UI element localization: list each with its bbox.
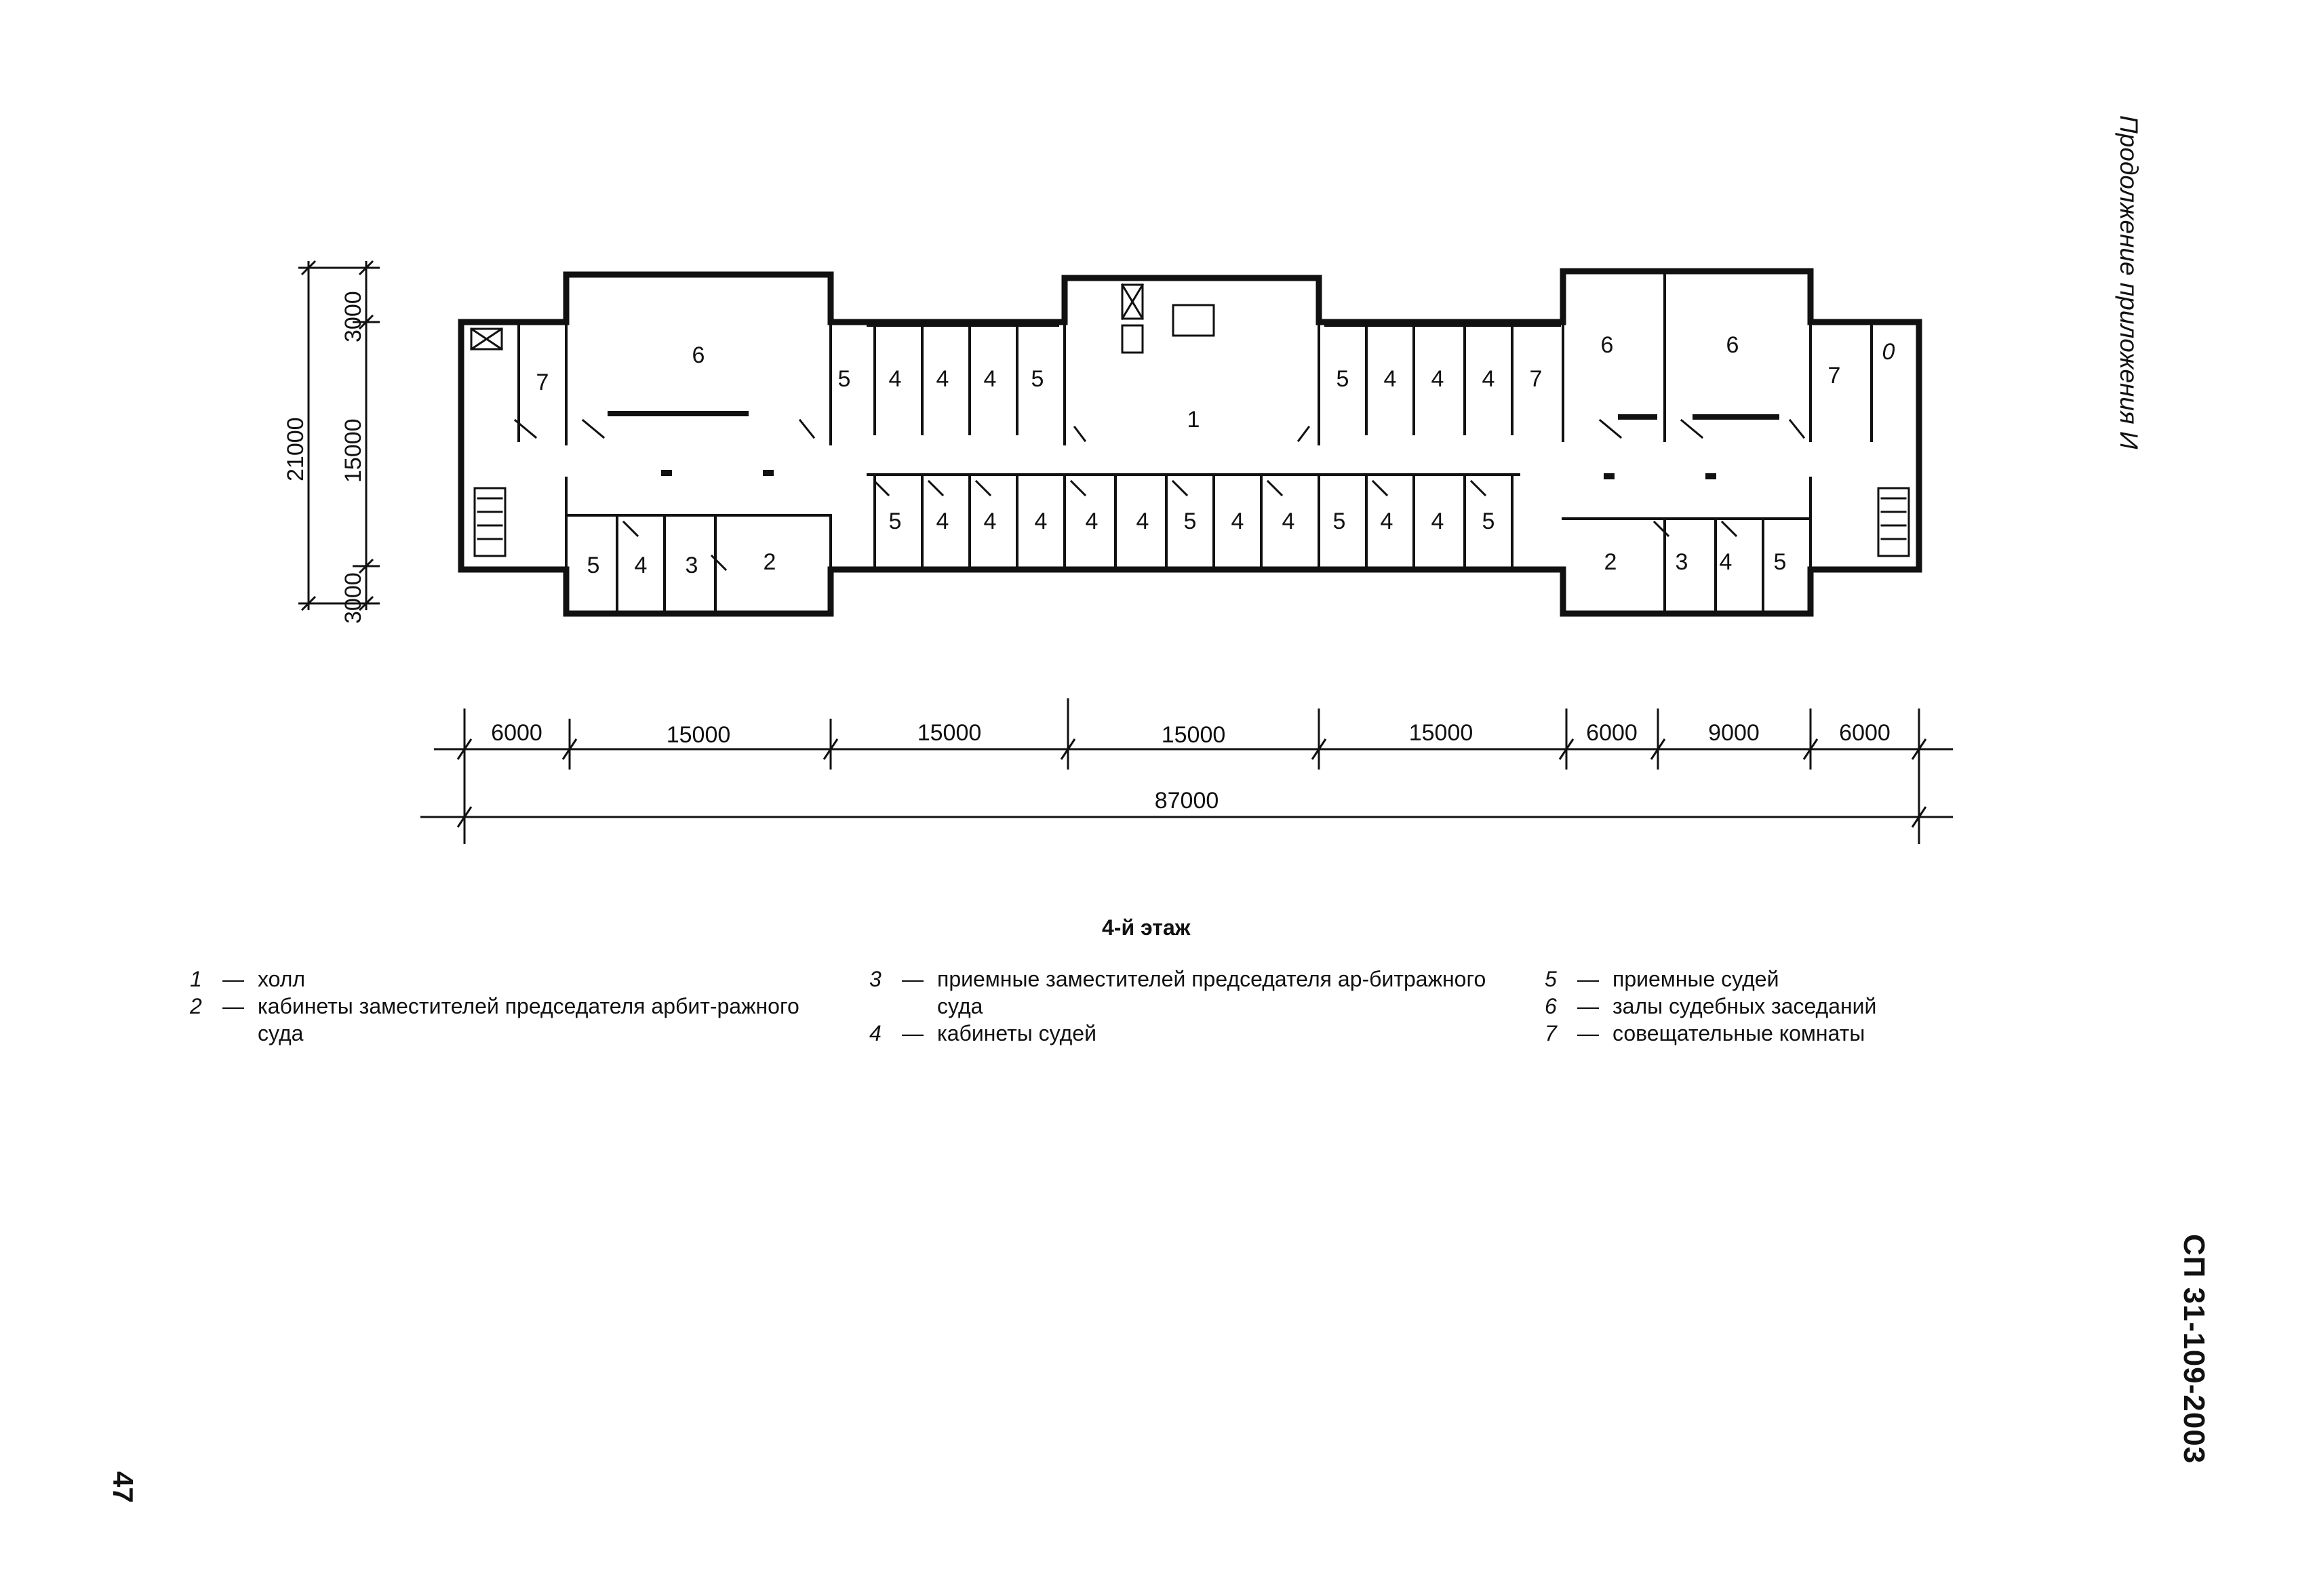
room-label: 3 [685,553,698,578]
legend-item: 2 — кабинеты заместителей председателя арбит-ражного суда [190,994,799,1045]
room-label: 5 [1332,508,1346,534]
legend-column [1545,965,2019,1047]
legend-text: холл [258,967,306,991]
room-label: 5 [888,508,902,534]
room-label: 4 [1431,508,1444,534]
room-label: 2 [763,549,776,575]
legend-number: 2 [190,994,202,1018]
legend-item: 1 — холл [190,965,800,993]
room-label: 3 [1675,549,1688,575]
room-label: 1 [1187,407,1200,433]
dim-overall-depth: 21000 [283,417,309,481]
legend-column [869,965,1493,1047]
dim-width-4: 15000 [1161,722,1226,748]
building-outline-north [461,271,1919,322]
dim-width-5: 15000 [1408,720,1473,746]
legend-column [190,965,800,1047]
room-label: 6 [1600,332,1614,358]
legend-text: кабинеты судей [937,1021,1096,1045]
room-label: 4 [1380,508,1393,534]
legend-item: 3 — приемные заместителей председателя ар-битражного суда [869,965,1493,1020]
dim-width-6: 6000 [1586,720,1638,746]
room-label: 4 [1282,508,1295,534]
room-label: 5 [1183,508,1197,534]
room-label: 4 [983,508,997,534]
room-label: 4 [634,553,648,578]
dim-width-7: 9000 [1708,720,1760,746]
room-label: 5 [587,553,600,578]
room-label: 5 [1482,508,1495,534]
legend-number: 5 [1545,967,1557,991]
floor-title: 4-й этаж [1102,915,1191,940]
legend-text: кабинеты заместителей председателя арбит-ражного суда [258,994,799,1045]
room-label: 4 [1034,508,1048,534]
legend-item: 7 — совещательные комнаты [1545,1020,2019,1047]
room-label: 4 [936,508,949,534]
room-label: 6 [1726,332,1739,358]
legend-item: 4 — кабинеты судей [869,1020,1493,1047]
legend-number: 7 [1545,1021,1557,1045]
legend-item: 6 — залы судебных заседаний [1545,993,2019,1020]
room-label: 6 [692,342,705,368]
room-label: 4 [1482,366,1495,392]
room-label: 5 [1773,549,1787,575]
room-label: 7 [536,370,549,395]
legend-number: 3 [869,967,882,991]
document-code: СП 31-109-2003 [2177,1234,2211,1464]
legend-number: 1 [190,967,202,991]
room-label: 4 [1136,508,1149,534]
page-number: 47 [107,1471,139,1503]
legend-item: 5 — приемные судей [1545,965,2019,993]
dim-depth-1: 3000 [340,291,366,342]
room-label: 4 [983,366,997,392]
room-label: 5 [1336,366,1349,392]
dim-width-3: 15000 [917,720,982,746]
room-label: 4 [936,366,949,392]
room-label: 7 [1827,363,1841,388]
legend-text: совещательные комнаты [1612,1021,1865,1045]
room-label: 4 [1383,366,1397,392]
legend-number: 4 [869,1021,882,1045]
dim-width-8: 6000 [1839,720,1891,746]
room-label: 5 [1031,366,1044,392]
legend-text: приемные заместителей председателя ар-битражного суда [937,967,1486,1018]
legend-text: залы судебных заседаний [1612,994,1877,1018]
dim-width-2: 15000 [666,722,731,748]
room-label: 2 [1604,549,1617,575]
room-label: 4 [1085,508,1099,534]
room-label: 4 [1431,366,1444,392]
dim-width-1: 6000 [491,720,542,746]
room-label: 4 [1231,508,1244,534]
legend-text: приемные судей [1612,967,1779,991]
room-label: 0 [1882,339,1895,365]
legend-number: 6 [1545,994,1557,1018]
building-outline [461,315,1919,614]
room-label: 4 [888,366,902,392]
dim-overall-width: 87000 [1154,788,1219,814]
room-label: 7 [1529,366,1543,392]
room-label: 4 [1719,549,1733,575]
dim-depth-2: 15000 [340,418,366,483]
room-label: 5 [837,366,851,392]
dim-depth-3: 3000 [340,572,366,624]
running-head: Продолжение приложения И [2115,115,2143,450]
